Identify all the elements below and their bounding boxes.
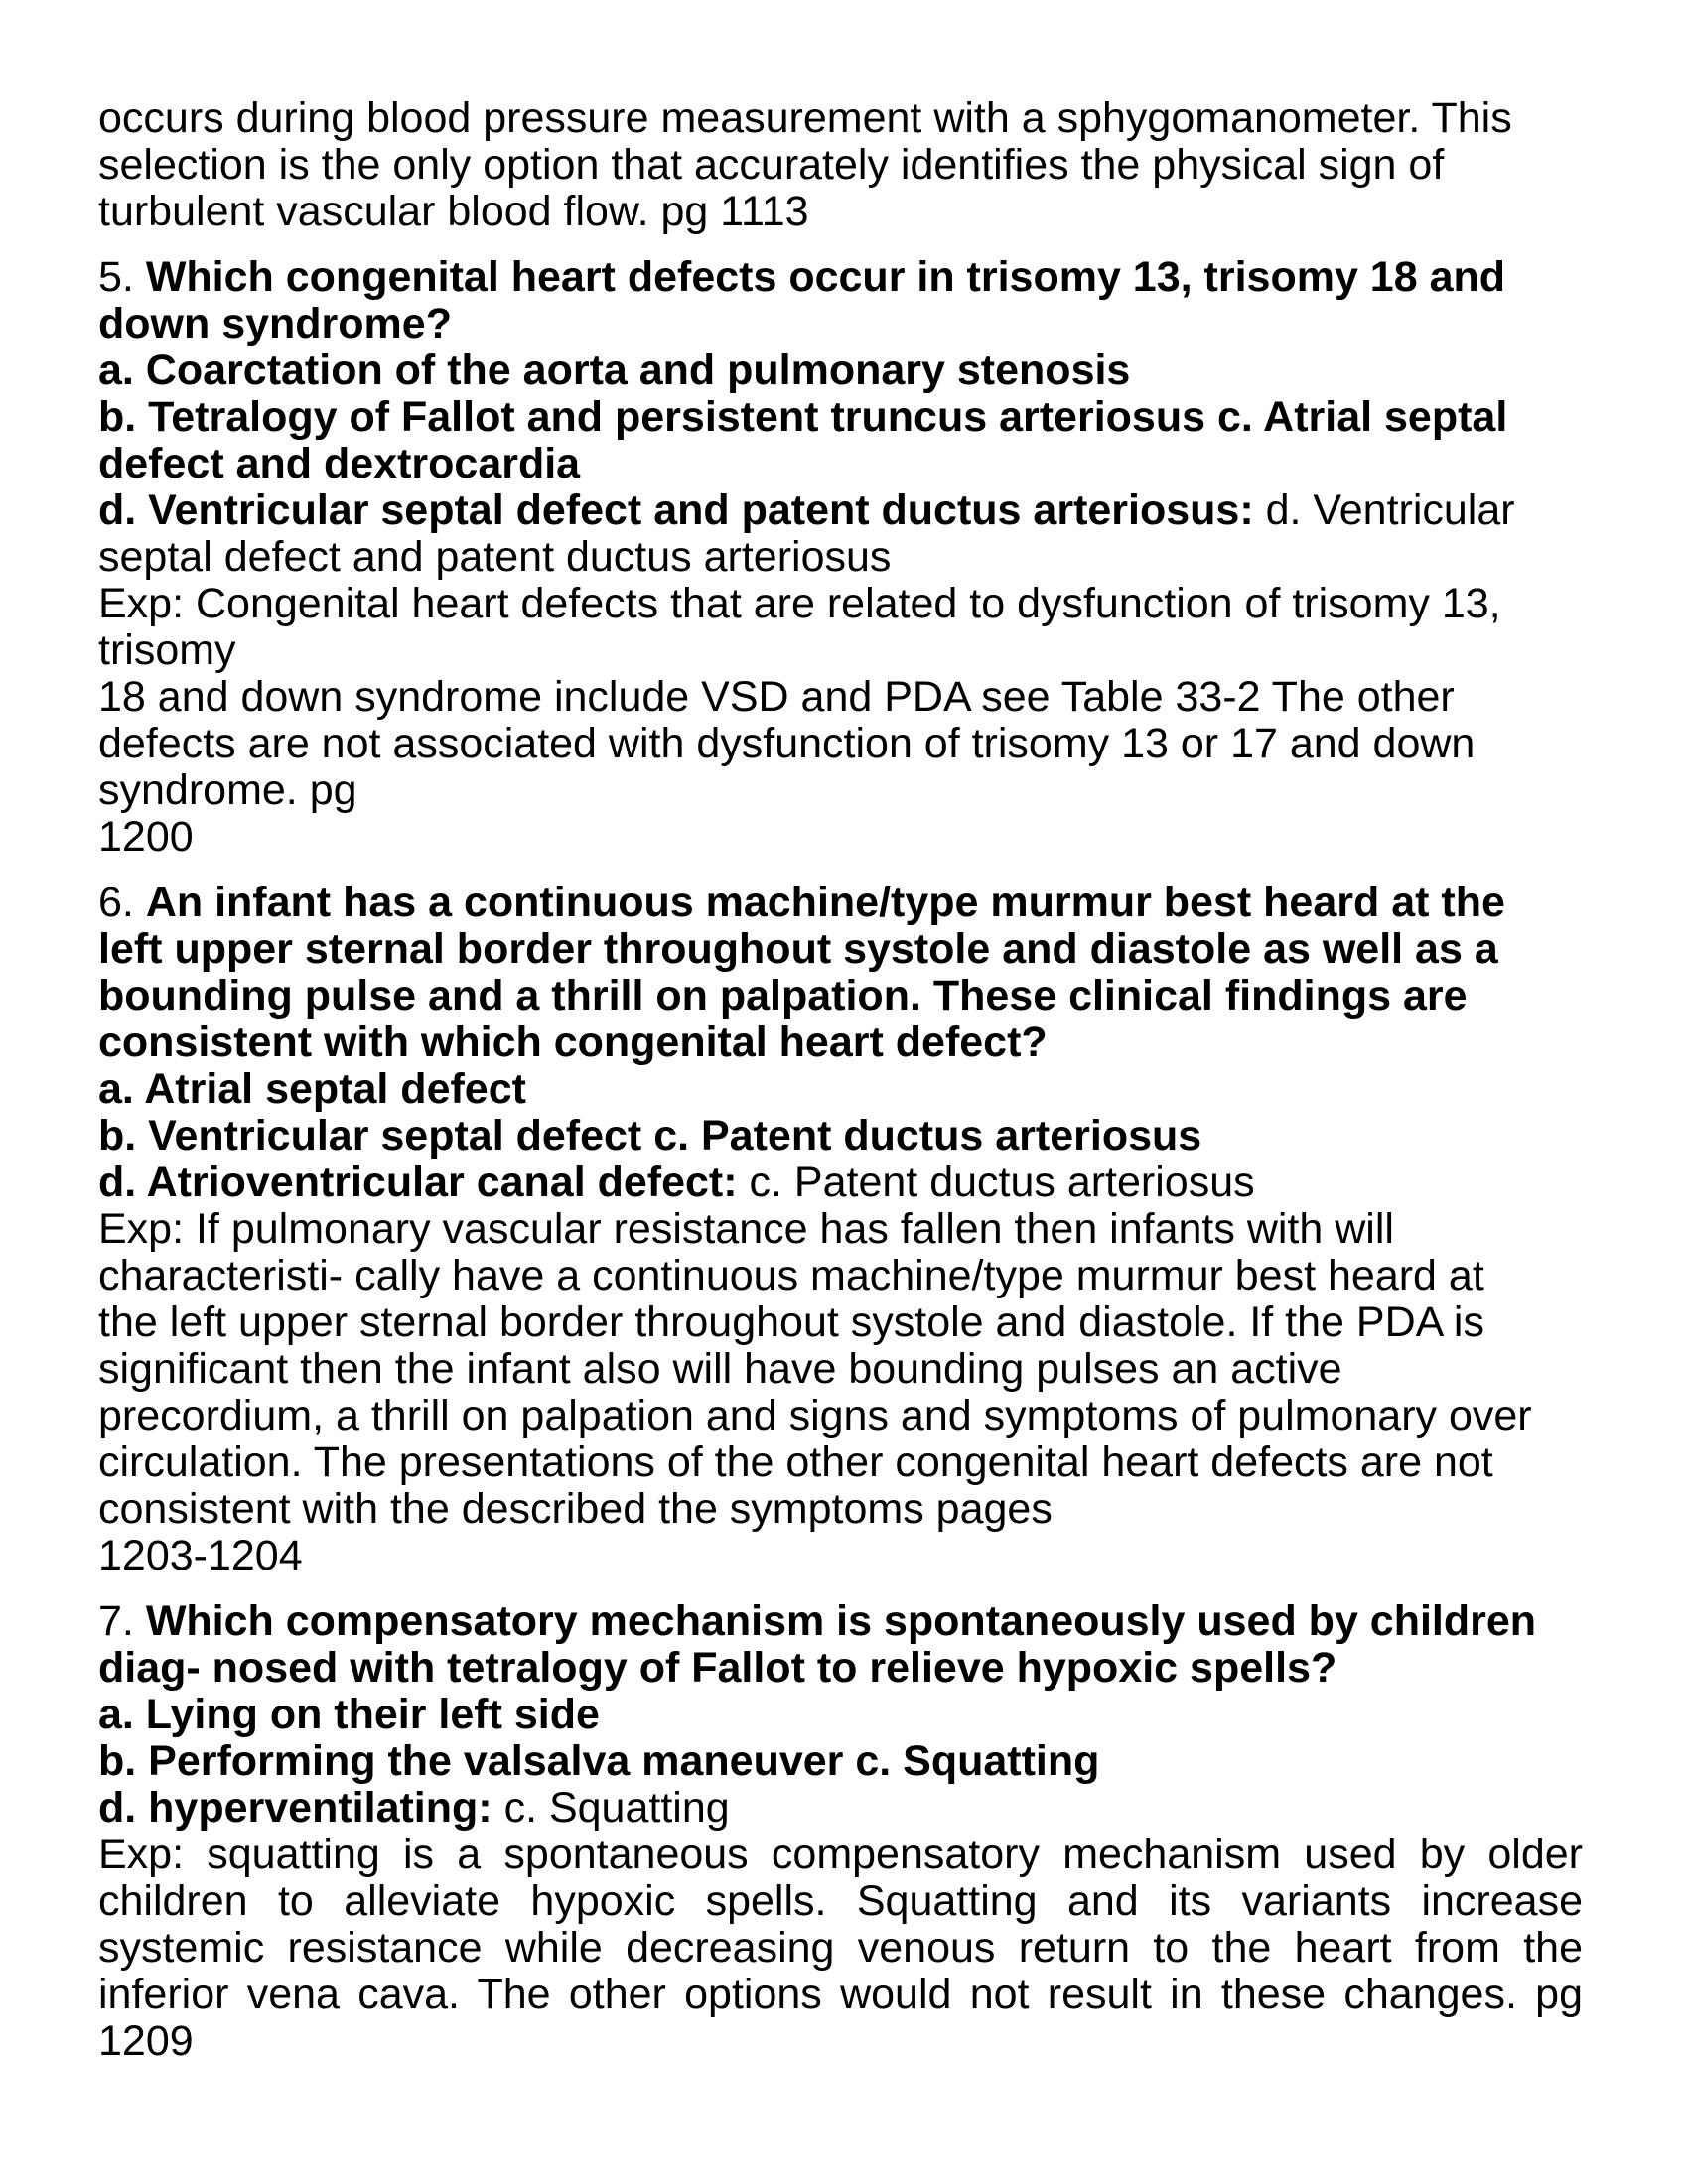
question-text: down syndrome? [98,300,452,347]
answer: c. Squatting [503,1784,730,1832]
question-number: 7. [98,1597,134,1645]
intro-line: occurs during blood pressure measurement with a sphygomanometer. This [98,94,1512,142]
question-text: Which compensatory mechanism is spontaneously used by children [145,1597,1537,1645]
question-6-stem [98,880,1598,926]
explanation-line: precordium, a thrill on palpation and signs and symptoms of pulmonary over [98,1392,1532,1439]
question-text: left upper sternal border throughout systole and diastole as well as a [98,925,1498,973]
explanation-line: trisomy [98,626,236,674]
question-5-stem [98,254,1598,301]
explanation-line: Exp: If pulmonary vascular resistance has fallen then infants with will [98,1205,1394,1253]
document-page [98,95,1598,2065]
explanation-line: systemic resistance while decreasing venous return to the heart from the [98,1924,1583,1972]
intro-line: selection is the only option that accurately identifies the physical sign of [98,141,1445,189]
question-7-stem [98,1598,1598,1645]
explanation-line: characteristi- cally have a continuous machine/type murmur best heard at [98,1252,1484,1299]
question-5 [98,254,1598,861]
option-a: a. Lying on their left side [98,1691,600,1738]
option-a: a. Coarctation of the aorta and pulmonary stenosis [98,346,1131,394]
question-text: diag- nosed with tetralogy of Fallot to relieve hypoxic spells? [98,1644,1337,1692]
question-7 [98,1598,1598,2065]
question-text: An infant has a continuous machine/type murmur best heard at the [145,879,1505,926]
option-d: d. Ventricular septal defect and patent ductus arteriosus: [98,486,1254,534]
page-reference: 1203-1204 [98,1532,303,1579]
explanation-line: syndrome. pg [98,766,357,814]
question-text: bounding pulse and a thrill on palpation. These clinical findings are [98,972,1468,1020]
option-b-c: b. Performing the valsalva maneuver c. Squatting [98,1737,1100,1785]
option-d: d. Atrioventricular canal defect: [98,1159,738,1206]
explanation-line: 18 and down syndrome include VSD and PDA see Table 33-2 The other [98,673,1455,721]
option-b-c: b. Ventricular septal defect c. Patent ductus arteriosus [98,1112,1202,1160]
explanation-line: significant then the infant also will have bounding pulses an active [98,1345,1342,1393]
explanation-line: inferior vena cava. The other options would not result in these changes. pg [98,1971,1583,2018]
question-number: 6. [98,879,134,926]
intro-line: turbulent vascular blood flow. pg 1113 [98,188,809,235]
question-text: consistent with which congenital heart defect? [98,1019,1048,1066]
explanation-line: Exp: Congenital heart defects that are related to dysfunction of trisomy 13, [98,580,1501,627]
page-reference: 1209 [98,2017,194,2065]
question-6 [98,880,1598,1579]
option-d: d. hyperventilating: [98,1784,492,1832]
explanation-line: the left upper sternal border throughout systole and diastole. If the PDA is [98,1298,1484,1346]
explanation-line: children to alleviate hypoxic spells. Squatting and its variants increase [98,1877,1583,1925]
explanation-line: Exp: squatting is a spontaneous compensatory mechanism used by older [98,1831,1583,1878]
option-d-answer [98,1785,1598,1832]
page-reference: 1200 [98,813,194,861]
answer-cont: septal defect and patent ductus arteriosus [98,533,892,581]
option-a: a. Atrial septal defect [98,1065,526,1113]
option-c-cont: defect and dextrocardia [98,440,581,487]
explanation-line: circulation. The presentations of the other congenital heart defects are not [98,1438,1493,1486]
option-d-answer [98,1160,1598,1206]
option-d-answer [98,487,1598,534]
explanation-line: consistent with the described the symptoms pages [98,1485,1053,1533]
answer: d. Ventricular [1265,486,1515,534]
intro-paragraph [98,95,1598,235]
explanation-line: defects are not associated with dysfunction of trisomy 13 or 17 and down [98,720,1476,767]
option-b-c: b. Tetralogy of Fallot and persistent truncus arteriosus c. Atrial septal [98,393,1508,441]
question-text: Which congenital heart defects occur in trisomy 13, trisomy 18 and [145,253,1506,301]
answer: c. Patent ductus arteriosus [749,1159,1255,1206]
question-number: 5. [98,253,134,301]
